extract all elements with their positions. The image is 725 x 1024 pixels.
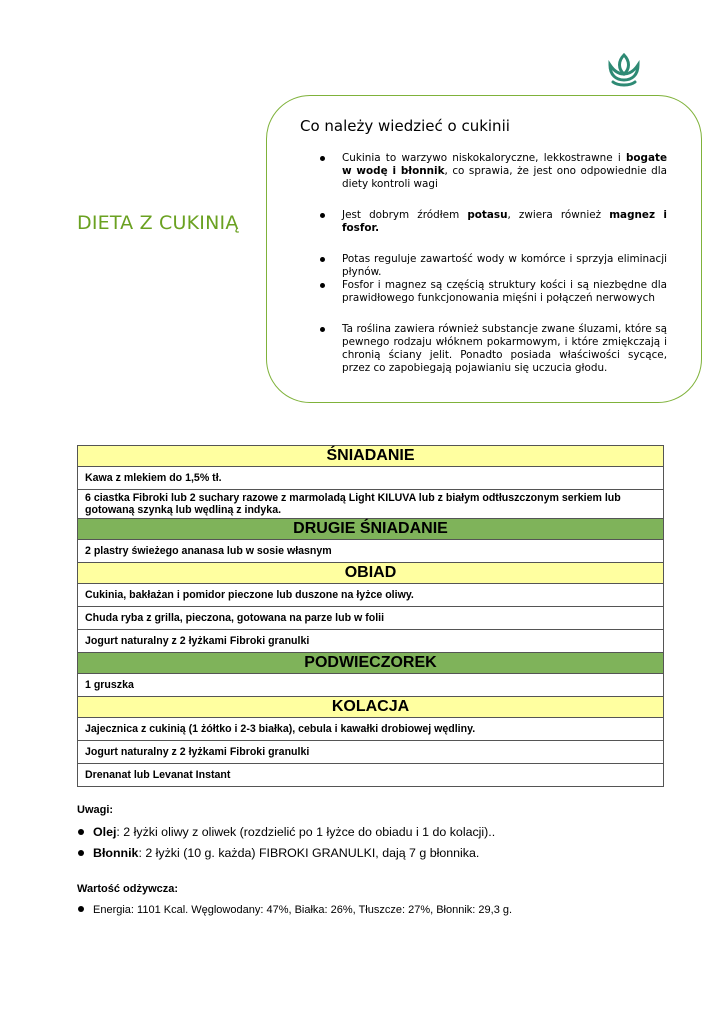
info-bullet: Potas reguluje zawartość wody w komórce i sprzyja eliminacji płynów. xyxy=(319,253,667,279)
table-row: Jajecznica z cukinią (1 żółtko i 2-3 białka), cebula i kawałki drobiowej wędliny. xyxy=(78,718,664,741)
nutrition-list xyxy=(77,901,677,919)
table-row: Jogurt naturalny z 2 łyżkami Fibroki granulki xyxy=(78,630,664,653)
info-bullet: Jest dobrym źródłem potasu, zwiera również magnez i fosfor. xyxy=(319,209,667,235)
info-list xyxy=(319,152,667,375)
meal-plan-table xyxy=(77,445,664,787)
section-header-second-breakfast: DRUGIE ŚNIADANIE xyxy=(78,519,664,540)
notes-list xyxy=(77,822,677,864)
table-row: Kawa z mlekiem do 1,5% tł. xyxy=(78,467,664,490)
note-label: Olej xyxy=(93,825,117,839)
section-header-breakfast: ŚNIADANIE xyxy=(78,446,664,467)
note-label: Błonnik xyxy=(93,846,139,860)
nutrition-heading: Wartość odżywcza: xyxy=(77,883,179,895)
table-row: 6 ciastka Fibroki lub 2 suchary razowe z marmoladą Light KILUVA lub z białym odtłuszczonym serkiem lub gotowaną szynką lub wędliną z indyka. xyxy=(78,490,664,519)
table-row: Jogurt naturalny z 2 łyżkami Fibroki granulki xyxy=(78,741,664,764)
section-header-afternoon-snack: PODWIECZOREK xyxy=(78,653,664,674)
section-header-dinner: KOLACJA xyxy=(78,697,664,718)
table-row: Drenanat lub Levanat Instant xyxy=(78,764,664,787)
table-row: Cukinia, bakłażan i pomidor pieczone lub duszone na łyżce oliwy. xyxy=(78,584,664,607)
note-item: Błonnik: 2 łyżki (10 g. każda) FIBROKI GRANULKI, dają 7 g błonnika. xyxy=(77,843,677,864)
info-box-title: Co należy wiedzieć o cukinii xyxy=(300,117,510,135)
info-bullet: Fosfor i magnez są częścią struktury kości i są niezbędne dla prawidłowego funkcjonowania mięśni i połączeń nerwowych xyxy=(319,279,667,305)
notes-heading: Uwagi: xyxy=(77,804,114,816)
note-item: Olej: 2 łyżki oliwy z oliwek (rozdzielić po 1 łyżce do obiadu i 1 do kolacji).. xyxy=(77,822,677,843)
nutrition-item: Energia: 1101 Kcal. Węglowodany: 47%, Białka: 26%, Tłuszcze: 27%, Błonnik: 29,3 g. xyxy=(77,901,677,919)
leaf-lotus-logo-icon xyxy=(606,52,642,88)
table-row: 1 gruszka xyxy=(78,674,664,697)
info-bullet: Cukinia to warzywo niskokaloryczne, lekkostrawne i bogate w wodę i błonnik, co sprawia, że jest ono odpowiednie dla diety kontroli wagi xyxy=(319,152,667,191)
table-row: Chuda ryba z grilla, pieczona, gotowana na parze lub w folii xyxy=(78,607,664,630)
table-row: 2 plastry świeżego ananasa lub w sosie własnym xyxy=(78,540,664,563)
info-bullet: Ta roślina zawiera również substancje zwane śluzami, które są pewnego rodzaju włóknem pokarmowym, i które zmiękczają i chronią ściany jelit. Ponadto posiada właściwości sycące, przez co zapobiegają pojawianiu się uczucia głodu. xyxy=(319,323,667,375)
section-header-lunch: OBIAD xyxy=(78,563,664,584)
page-title: DIETA Z CUKINIĄ xyxy=(77,212,239,234)
